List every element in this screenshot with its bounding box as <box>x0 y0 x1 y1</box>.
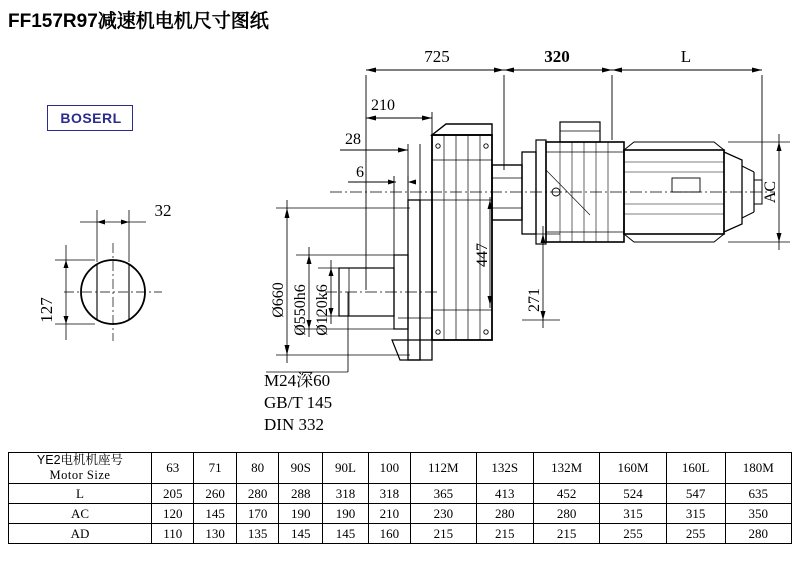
table-row-AC <box>9 504 792 524</box>
cell-L-6: 365 <box>411 484 476 504</box>
brand-logo-text: BOSERL <box>60 110 122 126</box>
dim-210-label: 210 <box>371 97 395 114</box>
cell-AD-11: 280 <box>725 524 791 544</box>
dim-725-label: 725 <box>424 47 450 66</box>
dim-550-label: Ø550h6 <box>292 284 309 336</box>
note-m24: M24深60 <box>264 371 331 390</box>
dim-127 <box>55 245 95 340</box>
dim-32 <box>80 210 146 262</box>
table-header-row <box>9 453 792 484</box>
table-body <box>9 453 792 544</box>
table-row-AD <box>9 524 792 544</box>
cell-AC-9: 315 <box>600 504 666 524</box>
motor-size-7: 132S <box>476 453 533 484</box>
cell-AC-11: 350 <box>725 504 791 524</box>
cell-AC-2: 170 <box>236 504 278 524</box>
dim-AC-label: AC <box>762 180 779 204</box>
cell-L-11: 635 <box>725 484 791 504</box>
table-header-line1: YE2电机机座号 <box>36 453 124 467</box>
table-row-L <box>9 484 792 504</box>
motor-size-11: 180M <box>725 453 791 484</box>
dim-28-label: 28 <box>345 131 361 148</box>
cell-AD-10: 255 <box>666 524 725 544</box>
dim-top-chain <box>366 68 762 291</box>
dim-L-label: L <box>680 47 692 66</box>
cell-AD-3: 145 <box>279 524 323 544</box>
cell-L-9: 524 <box>600 484 666 504</box>
row-label-AC: AC <box>9 504 152 524</box>
cell-AD-7: 215 <box>476 524 533 544</box>
dim-127-label: 127 <box>37 297 56 323</box>
motor-size-9: 160M <box>600 453 666 484</box>
dim-210 <box>366 112 432 135</box>
motor-size-10: 160L <box>666 453 725 484</box>
cell-L-4: 318 <box>323 484 368 504</box>
motor-size-6: 112M <box>411 453 476 484</box>
motor-size-8: 132M <box>533 453 599 484</box>
cell-AC-6: 230 <box>411 504 476 524</box>
cell-AD-9: 255 <box>600 524 666 544</box>
cell-L-8: 452 <box>533 484 599 504</box>
dim-diameters <box>276 200 410 363</box>
cell-L-5: 318 <box>368 484 410 504</box>
cell-AC-1: 145 <box>194 504 236 524</box>
cell-AC-0: 120 <box>152 504 194 524</box>
motor-size-4: 90L <box>323 453 368 484</box>
dim-271-label: 271 <box>526 288 543 312</box>
dim-6 <box>348 176 416 255</box>
cell-L-1: 260 <box>194 484 236 504</box>
row-label-AD: AD <box>9 524 152 544</box>
cell-AD-6: 215 <box>411 524 476 544</box>
cell-AD-8: 215 <box>533 524 599 544</box>
table-header-motor-size <box>9 453 152 484</box>
cell-L-3: 288 <box>279 484 323 504</box>
motor-size-1: 71 <box>194 453 236 484</box>
cell-AD-2: 135 <box>236 524 278 544</box>
cell-L-2: 280 <box>236 484 278 504</box>
cell-L-7: 413 <box>476 484 533 504</box>
note-din332: DIN 332 <box>264 415 324 434</box>
cell-AD-1: 130 <box>194 524 236 544</box>
note-gbt145: GB/T 145 <box>264 393 333 412</box>
dim-32-label: 32 <box>154 201 172 220</box>
cell-AD-0: 110 <box>152 524 194 544</box>
cell-AD-4: 145 <box>323 524 368 544</box>
motor-size-2: 80 <box>236 453 278 484</box>
cell-AC-8: 280 <box>533 504 599 524</box>
cell-L-0: 205 <box>152 484 194 504</box>
cell-L-10: 547 <box>666 484 725 504</box>
cell-AC-7: 280 <box>476 504 533 524</box>
cell-AC-5: 210 <box>368 504 410 524</box>
row-label-L: L <box>9 484 152 504</box>
motor-size-5: 100 <box>368 453 410 484</box>
table-header-line2: Motor Size <box>49 468 111 482</box>
dim-6-label: 6 <box>356 164 364 181</box>
cell-AC-10: 315 <box>666 504 725 524</box>
motor-size-3: 90S <box>279 453 323 484</box>
left-end-view <box>64 243 162 341</box>
dim-320-label: 320 <box>544 47 570 66</box>
dim-447-label: 447 <box>474 243 491 267</box>
cell-AD-5: 160 <box>368 524 410 544</box>
page-title: FF157R97减速机电机尺寸图纸 <box>8 11 269 32</box>
motor-size-0: 63 <box>152 453 194 484</box>
cell-AC-4: 190 <box>323 504 368 524</box>
gear-unit-body <box>325 122 775 360</box>
dim-120-label: Ø120k6 <box>314 284 331 336</box>
motor-dimension-table <box>8 452 792 544</box>
cell-AC-3: 190 <box>279 504 323 524</box>
dim-660-label: Ø660 <box>270 282 287 318</box>
